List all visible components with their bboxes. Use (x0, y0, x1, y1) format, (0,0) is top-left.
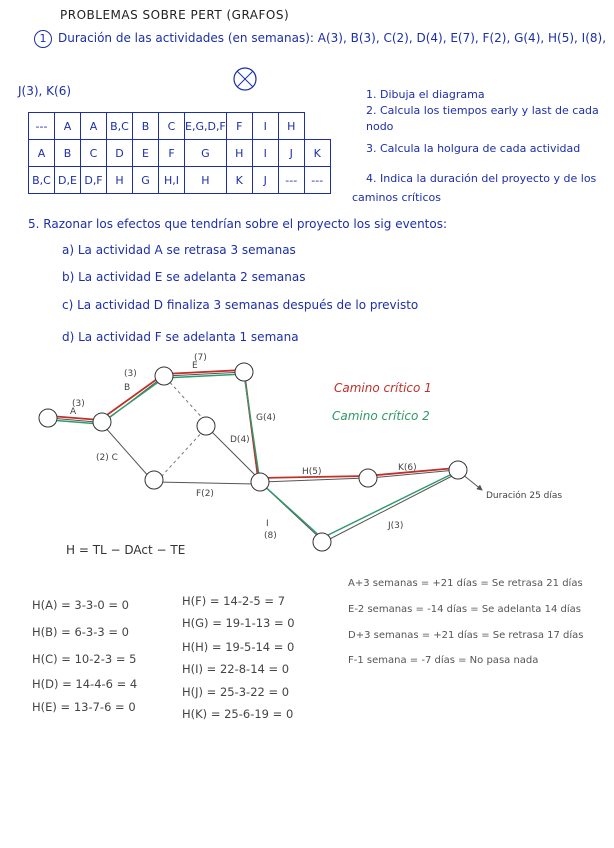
table-cell: I (252, 113, 278, 140)
slack-b: H(B) = 6-3-3 = 0 (32, 625, 129, 639)
instruction-4: 4. Indica la duración del proyecto y de los (366, 172, 597, 185)
table-cell: K (304, 140, 330, 167)
table-row (29, 167, 331, 194)
node-6 (145, 471, 163, 489)
node-5 (197, 417, 215, 435)
edge-dummy-1 (166, 378, 206, 422)
table-cell: F (226, 113, 252, 140)
label-i-dur: (8) (264, 531, 277, 541)
label-d: D(4) (230, 435, 250, 445)
slack-f: H(F) = 14-2-5 = 7 (182, 594, 286, 608)
instruction-2b: nodo (366, 120, 394, 133)
instruction-1: 1. Dibuja el diagrama (366, 88, 485, 101)
edge-dummy-2 (160, 430, 204, 478)
slack-a: H(A) = 3-3-0 = 0 (32, 598, 129, 612)
table-cell: --- (29, 113, 55, 140)
node-7 (251, 473, 269, 491)
duration-note: Duración 25 días (486, 491, 563, 501)
label-e-dur: (7) (194, 353, 207, 363)
label-b-dur: (3) (124, 369, 137, 379)
effect-e: E-2 semanas = -14 días = Se adelanta 14 días (348, 604, 581, 615)
question-5-heading: 5. Razonar los efectos que tendrían sobre el proyecto los sig eventos: (28, 217, 448, 231)
question-5-item-b: b) La actividad E se adelanta 2 semanas (62, 270, 306, 284)
page-title: PROBLEMAS SOBRE PERT (GRAFOS) (60, 8, 290, 22)
table-cell: H (226, 140, 252, 167)
label-j: J(3) (388, 521, 404, 531)
label-a-dur: (3) (72, 399, 85, 409)
edge-f (156, 482, 258, 484)
legend-critical-2: Camino crítico 2 (332, 409, 430, 423)
instruction-4b: caminos críticos (352, 191, 441, 204)
legend-critical-1: Camino crítico 1 (334, 381, 432, 395)
label-h: H(5) (302, 467, 322, 477)
question-1-continuation: J(3), K(6) (18, 84, 72, 98)
table-cell: E,G,D,F (185, 113, 227, 140)
label-a: A (70, 407, 77, 417)
label-g: G(4) (256, 413, 276, 423)
edge-h (262, 478, 366, 482)
table-cell: H,I (159, 167, 185, 194)
table-cell: H (185, 167, 227, 194)
label-c: (2) C (96, 453, 118, 463)
effect-a: A+3 semanas = +21 días = Se retrasa 21 días (348, 578, 583, 589)
label-k: K(6) (398, 463, 417, 473)
table-cell: J (278, 140, 304, 167)
node-1 (39, 409, 57, 427)
node-10 (313, 533, 331, 551)
question-1-text: Duración de las actividades (en semanas): A(3), B(3), C(2), D(4), E(7), F(2), G(4), H(5), I(8), (58, 31, 607, 45)
table-cell: H (107, 167, 133, 194)
node-3 (155, 367, 173, 385)
question-1 (34, 30, 606, 48)
edge-c (104, 426, 150, 478)
table-cell: K (226, 167, 252, 194)
table-cell: J (252, 167, 278, 194)
table-cell: D,E (55, 167, 81, 194)
table-cell: D,F (81, 167, 107, 194)
edge-j (324, 474, 456, 542)
table-cell: B,C (29, 167, 55, 194)
table-cell: G (133, 167, 159, 194)
table-cell: B (55, 140, 81, 167)
node-sketch-icon (232, 66, 258, 92)
table-cell: E (133, 140, 159, 167)
question-5-item-d: d) La actividad F se adelanta 1 semana (62, 330, 299, 344)
table-cell: D (107, 140, 133, 167)
slack-k: H(K) = 25-6-19 = 0 (182, 707, 294, 721)
table-row (29, 113, 331, 140)
pert-diagram (0, 350, 614, 560)
slack-i: H(I) = 22-8-14 = 0 (182, 662, 290, 676)
table-cell: I (252, 140, 278, 167)
slack-formula: H = TL − DAct − TE (66, 543, 186, 557)
table-cell: G (185, 140, 227, 167)
label-e: E (192, 361, 198, 371)
table-cell: B,C (107, 113, 133, 140)
slack-j: H(J) = 25-3-22 = 0 (182, 685, 290, 699)
node-8 (359, 469, 377, 487)
table-cell-empty (304, 113, 330, 140)
slack-h: H(H) = 19-5-14 = 0 (182, 640, 295, 654)
table-cell: C (159, 113, 185, 140)
question-number: 1 (34, 30, 52, 48)
table-cell: A (55, 113, 81, 140)
effect-f: F-1 semana = -7 días = No pasa nada (348, 655, 539, 666)
node-9 (449, 461, 467, 479)
instruction-2: 2. Calcula los tiempos early y last de cada (366, 104, 599, 117)
table-cell: A (29, 140, 55, 167)
label-f: F(2) (196, 489, 214, 499)
effect-d: D+3 semanas = +21 días = Se retrasa 17 días (348, 630, 584, 641)
table-row (29, 140, 331, 167)
table-cell: --- (304, 167, 330, 194)
question-5-item-c: c) La actividad D finaliza 3 semanas después de lo previsto (62, 298, 419, 312)
slack-g: H(G) = 19-1-13 = 0 (182, 616, 295, 630)
table-cell: A (81, 113, 107, 140)
table-cell: --- (278, 167, 304, 194)
table-cell: B (133, 113, 159, 140)
question-5-item-a: a) La actividad A se retrasa 3 semanas (62, 243, 296, 257)
table-cell: H (278, 113, 304, 140)
slack-d: H(D) = 14-4-6 = 4 (32, 677, 138, 691)
label-i: I (266, 519, 269, 529)
node-2 (93, 413, 111, 431)
label-b: B (124, 383, 131, 393)
precedence-table (28, 112, 331, 194)
slack-c: H(C) = 10-2-3 = 5 (32, 652, 137, 666)
table-cell: F (159, 140, 185, 167)
instruction-3: 3. Calcula la holgura de cada actividad (366, 142, 581, 155)
node-4 (235, 363, 253, 381)
table-cell: C (81, 140, 107, 167)
slack-e: H(E) = 13-7-6 = 0 (32, 700, 136, 714)
